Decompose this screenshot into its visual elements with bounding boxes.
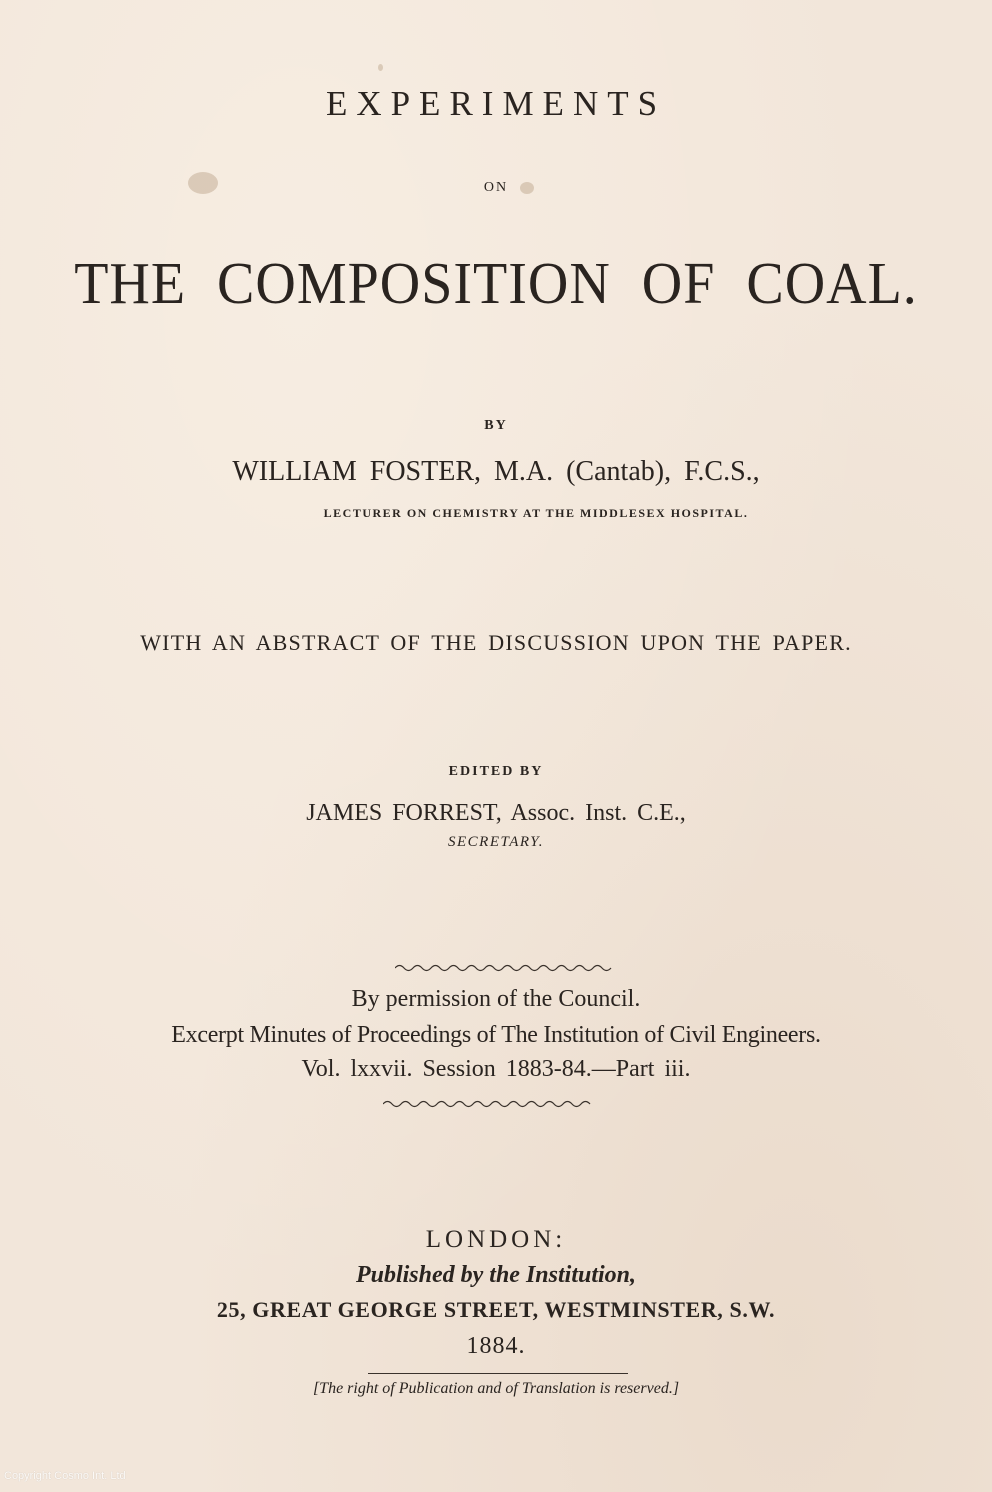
on-label: ON — [483, 180, 509, 195]
paper-stain — [378, 64, 383, 71]
permission-line: By permission of the Council. — [351, 986, 641, 1012]
wavy-rule — [383, 1098, 595, 1110]
divider-rule — [368, 1373, 628, 1374]
copyright-watermark: Copyright Cosmo Int. Ltd — [4, 1470, 126, 1482]
edited-by-label: EDITED BY — [448, 764, 544, 779]
publisher-address: 25, GREAT GEORGE STREET, WESTMINSTER, S.W. — [216, 1297, 776, 1322]
author-name: WILLIAM FOSTER, M.A. (Cantab), F.C.S., — [232, 456, 760, 487]
by-label: BY — [484, 418, 508, 433]
author-position: LECTURER ON CHEMISTRY AT THE MIDDLESEX HOSPITAL. — [323, 506, 749, 520]
publication-city: LONDON: — [425, 1226, 567, 1253]
rights-notice: [The right of Publication and of Translation is reserved.] — [312, 1380, 680, 1397]
publisher-line: Published by the Institution, — [355, 1262, 637, 1288]
volume-line: Vol. lxxvii. Session 1883-84.—Part iii. — [301, 1056, 691, 1082]
excerpt-line: Excerpt Minutes of Proceedings of The Institution of Civil Engineers. — [171, 1022, 821, 1048]
publication-year: 1884. — [466, 1333, 526, 1359]
abstract-note: WITH AN ABSTRACT OF THE DISCUSSION UPON THE PAPER. — [140, 630, 852, 655]
main-title: THE COMPOSITION OF COAL. — [74, 251, 918, 317]
editor-name: JAMES FORREST, Assoc. Inst. C.E., — [306, 800, 686, 826]
wavy-rule — [395, 962, 613, 974]
series-title: EXPERIMENTS — [325, 84, 667, 123]
editor-role: SECRETARY. — [448, 834, 544, 850]
